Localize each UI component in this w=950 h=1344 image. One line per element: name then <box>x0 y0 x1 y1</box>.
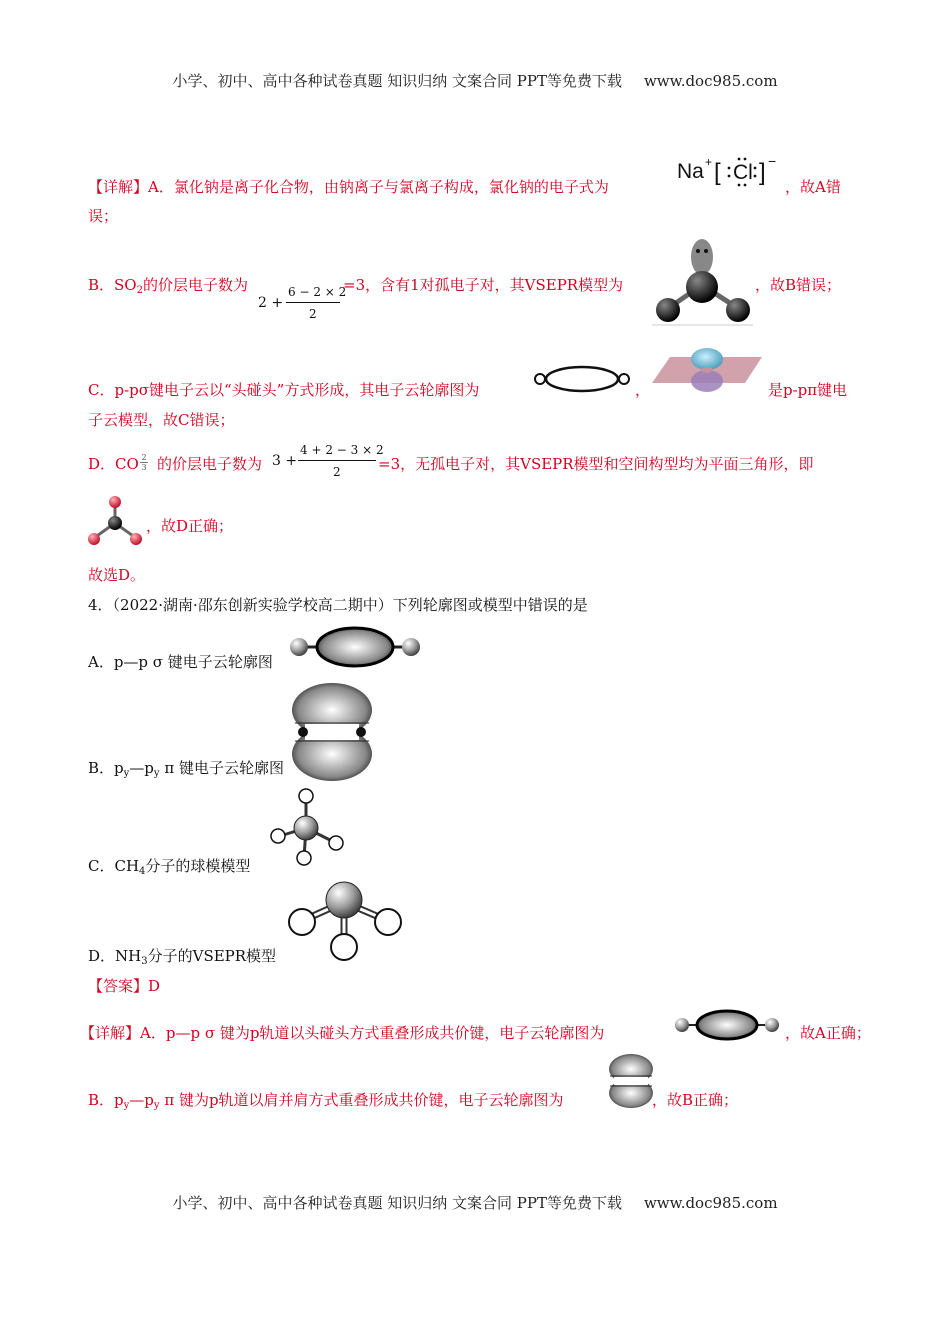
q3-c-end: 是p-pπ键电 <box>768 381 848 399</box>
q3-d-pre: D．CO <box>88 455 139 473</box>
frac-num: 4 + 2 − 3 × 2 <box>300 443 384 457</box>
opt-c-post: 分子的球模模型 <box>145 857 251 875</box>
pi-bond-outline-small <box>606 1053 656 1113</box>
frac-den: 2 <box>309 307 317 321</box>
q3-b-sub: 2 <box>136 285 143 296</box>
exp-a-text: A．p—p σ 键为p轨道以头碰头方式重叠形成共价键，电子云轮廓图为 <box>140 1024 605 1042</box>
frac-bar <box>286 302 340 303</box>
q3-b-fraction <box>258 285 348 325</box>
q3-a-tag: 【详解】 <box>88 178 149 196</box>
header-url[interactable]: www.doc985.com <box>643 72 778 90</box>
q3-b-end: ，故B错误； <box>755 276 842 294</box>
exp-b-sub1: y <box>123 1100 130 1111</box>
q4-exp-b-end: ，故B正确； <box>652 1091 739 1109</box>
q3-conclusion: 故选D。 <box>88 566 146 584</box>
q4-option-b[interactable] <box>88 758 284 784</box>
sigma-bond-outline <box>532 364 632 398</box>
q3-b-post: =3，含有1对孤电子对，其VSEPR模型为 <box>343 276 624 294</box>
q4-answer-line <box>88 976 160 996</box>
opt-b-mid: —p <box>129 759 154 777</box>
frac-int: 2 + <box>258 295 284 311</box>
frac-bar <box>298 460 376 461</box>
q4-exp-a-line <box>80 1023 604 1043</box>
pi-bond-outline-shaded <box>287 682 377 786</box>
opt-c-pre: C．CH <box>88 857 140 875</box>
co3-charge-stack <box>140 453 148 472</box>
q3-c-comma: ， <box>635 381 651 399</box>
footer-url[interactable]: www.doc985.com <box>643 1194 778 1212</box>
frac-den: 2 <box>333 465 341 479</box>
q4-exp-b-line <box>88 1090 564 1116</box>
footer-text: 小学、初中、高中各种试卷真题 知识归纳 文案合同 PPT等免费下载 <box>172 1194 622 1212</box>
q3-b-pre: B．SO <box>88 276 137 294</box>
opt-b-pre: B．p <box>88 759 124 777</box>
q3-d-end: ，故D正确； <box>146 517 234 535</box>
opt-b-sub1: y <box>123 768 130 779</box>
q3-b-line <box>88 275 248 301</box>
exp-tag: 【详解】 <box>80 1024 141 1042</box>
svg-text:+: + <box>705 155 713 169</box>
q4-option-c[interactable] <box>88 856 250 882</box>
header-text: 小学、初中、高中各种试卷真题 知识归纳 文案合同 PPT等免费下载 <box>172 72 622 90</box>
ch4-ball-model <box>268 786 348 870</box>
opt-d-post: 分子的VSEPR模型 <box>147 947 277 965</box>
nacl-lewis-structure <box>677 152 782 192</box>
q3-c-text: C．p-pσ键电子云以“头碰头”方式形成，其电子云轮廓图为 <box>88 381 480 399</box>
sigma-bond-outline-small <box>672 1009 782 1045</box>
svg-text:]: ] <box>759 159 766 186</box>
q3-a-text: A．氯化钠是离子化合物，由钠离子与氯离子构成，氯化钠的电子式为 <box>148 178 609 196</box>
answer-tag: 【答案】 <box>88 977 149 995</box>
opt-b-sub2: y <box>153 768 160 779</box>
exp-b-mid: —p <box>129 1091 154 1109</box>
frac-num: 6 − 2 × 2 <box>288 285 347 299</box>
svg-text:Cl: Cl <box>733 161 753 184</box>
q4-exp-a-end: ，故A正确； <box>785 1024 871 1042</box>
so2-vsepr-model <box>650 235 755 334</box>
q4-stem: 4．（2022·湖南·邵东创新实验学校高二期中）下列轮廓图或模型中错误的是 <box>88 596 588 614</box>
nh3-vsepr-model <box>286 880 406 969</box>
exp-b-sub2: y <box>153 1100 160 1111</box>
q3-b-mid: 的价层电子数为 <box>142 276 248 294</box>
page-header <box>0 70 950 91</box>
co3-sup: 2 <box>141 453 147 462</box>
q3-d-post: =3，无孤电子对，其VSEPR模型和空间构型均为平面三角形，即 <box>378 455 814 473</box>
q3-a-end: ，故A错 <box>785 178 841 196</box>
opt-c-sub: 4 <box>139 866 146 877</box>
page-footer <box>0 1192 950 1213</box>
q3-a-line <box>88 177 609 197</box>
frac-int: 3 + <box>272 453 298 469</box>
nacl-electron-formula <box>677 152 782 198</box>
q3-a-end2: 误； <box>88 207 119 225</box>
co3-planar-model <box>85 493 145 552</box>
sigma-bond-outline-shaded <box>285 625 425 674</box>
answer-value: D <box>148 977 161 995</box>
opt-d-pre: D．NH <box>88 947 142 965</box>
q3-c-line2: 子云模型，故C错误； <box>88 411 235 429</box>
exp-b-post: π 键为p轨道以肩并肩方式重叠形成共价键，电子云轮廓图为 <box>159 1091 564 1109</box>
q3-d-mid: 的价层电子数为 <box>157 455 263 473</box>
q3-d-line <box>88 454 139 474</box>
pi-bond-model <box>650 345 765 399</box>
co3-sub: 3 <box>141 463 147 472</box>
svg-text:Na: Na <box>677 160 704 183</box>
q4-option-a[interactable]: A．p—p σ 键电子云轮廓图 <box>88 653 273 671</box>
exp-b-pre: B．p <box>88 1091 124 1109</box>
opt-b-post: π 键电子云轮廓图 <box>159 759 284 777</box>
q4-option-d[interactable] <box>88 946 276 972</box>
svg-text:−: − <box>768 153 777 169</box>
svg-text:[: [ <box>714 159 721 186</box>
q3-d-fraction <box>272 443 382 483</box>
opt-d-sub: 3 <box>141 956 148 967</box>
